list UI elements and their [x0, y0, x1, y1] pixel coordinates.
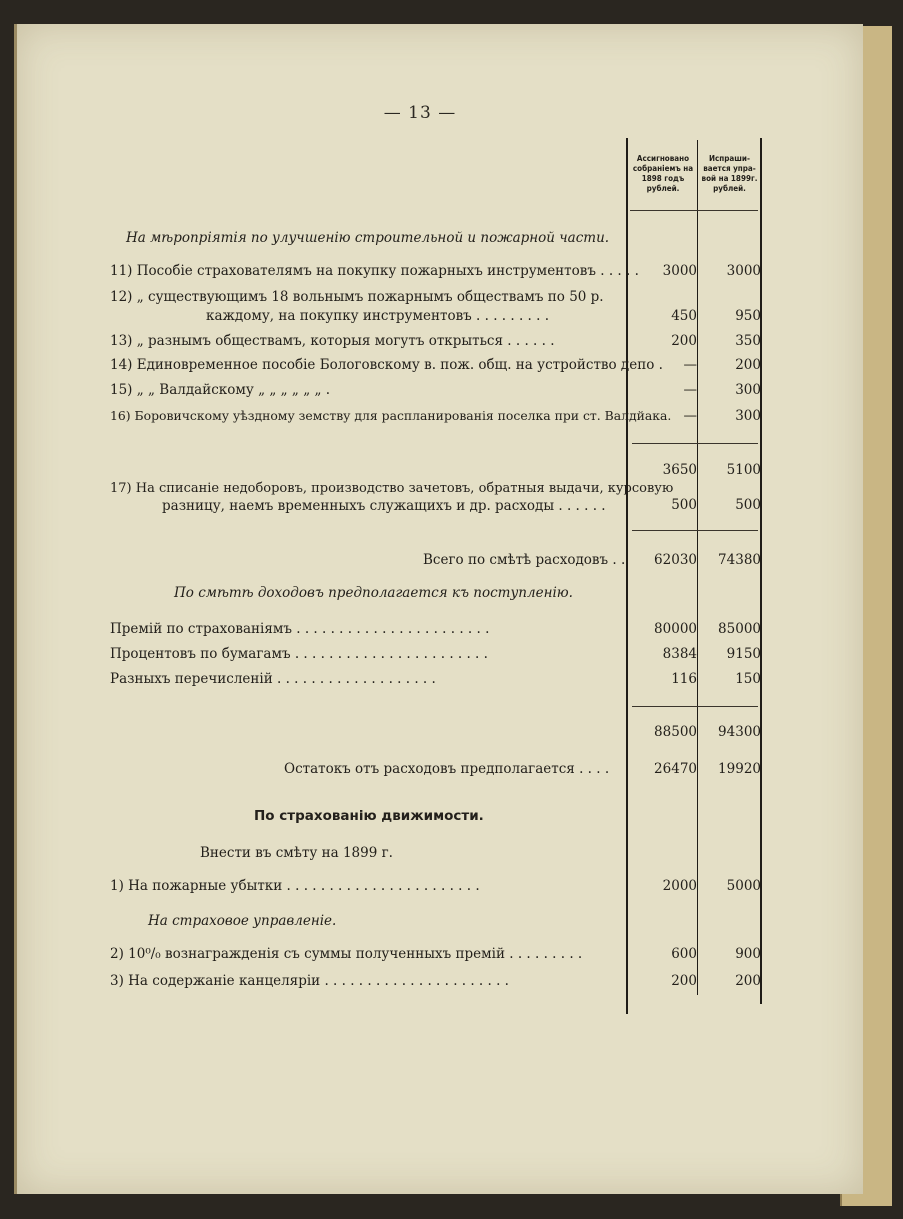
income-premiums-text: Премій по страхованіямъ . . . . . . . . . . . . . . . . . . . . . . . [110, 621, 490, 637]
income-transfers-v2: 150 [735, 671, 761, 687]
row-16-text: 16) Боровичскому уѣздному земству для распланированія поселка при ст. Валдйака. [110, 408, 672, 423]
movables-office-v2: 200 [735, 973, 761, 989]
row-15-v2: 300 [735, 382, 761, 398]
row-12-text-line2: каждому, на покупку инструментовъ . . . . . . . . . [206, 308, 550, 324]
row-17-v1: 500 [671, 497, 697, 513]
row-17-v2: 500 [735, 497, 761, 513]
row-16-v2: 300 [735, 408, 761, 424]
row-11-v1: 3000 [662, 263, 697, 279]
row-12-v2: 950 [735, 308, 761, 324]
section3-title: По страхованію движимости. [254, 808, 484, 824]
header-assigned: Ассигновано собраніемъ на 1898 годъ рублей. [632, 154, 694, 193]
row-13-v1: 200 [671, 333, 697, 349]
row-11-text: 11) Пособіе страхователямъ на покупку пожарныхъ инструментовъ . . . . . [110, 263, 639, 279]
movables-office-v1: 200 [671, 973, 697, 989]
subtotal-v2: 5100 [726, 462, 761, 478]
section3-subhead: На страховое управленіе. [148, 913, 337, 929]
row-14-v1: — [683, 357, 697, 373]
row-14-v2: 200 [735, 357, 761, 373]
income-transfers-text: Разныхъ перечисленій . . . . . . . . . . . . . . . . . . . [110, 671, 436, 687]
document-page [14, 24, 863, 1194]
expenses-total-v1: 62030 [654, 552, 697, 568]
section3-subtitle: Внести въ смѣту на 1899 г. [200, 845, 393, 861]
row-13-v2: 350 [735, 333, 761, 349]
movables-losses-v2: 5000 [726, 878, 761, 894]
income-total-v2: 94300 [718, 724, 761, 740]
section2-title: По смѣтѣ доходовъ предполагается къ поступленію. [174, 585, 573, 601]
total-rule-1 [632, 530, 758, 531]
expenses-total-v2: 74380 [718, 552, 761, 568]
movables-reward-text: 2) 10⁰/₀ вознагражденія съ суммы полученныхъ премій . . . . . . . . . [110, 946, 583, 962]
row-14-text: 14) Единовременное пособіе Бологовскому в. пож. общ. на устройство депо . [110, 357, 663, 373]
remainder-label: Остатокъ отъ расходовъ предполагается . . . . [284, 761, 610, 777]
income-interest-v1: 8384 [662, 646, 697, 662]
remainder-v1: 26470 [654, 761, 697, 777]
movables-losses-v1: 2000 [662, 878, 697, 894]
movables-reward-v2: 900 [735, 946, 761, 962]
remainder-v2: 19920 [718, 761, 761, 777]
row-13-text: 13) „ разнымъ обществамъ, которыя могутъ открыться . . . . . . [110, 333, 555, 349]
row-16-v1: — [683, 408, 697, 424]
table-column-divider [697, 140, 698, 995]
income-premiums-v1: 80000 [654, 621, 697, 637]
header-requested: Испраши- вается упра- вой на 1899г. рублей. [701, 154, 758, 193]
movables-reward-v1: 600 [671, 946, 697, 962]
row-15-text: 15) „ „ Валдайскому „ „ „ „ „ „ . [110, 382, 331, 398]
row-12-text-line1: 12) „ существующимъ 18 вольнымъ пожарнымъ обществамъ по 50 р. [110, 289, 604, 305]
section1-title: На мѣропріятія по улучшенію строительной и пожарной части. [126, 230, 610, 246]
income-premiums-v2: 85000 [718, 621, 761, 637]
row-12-v1: 450 [671, 308, 697, 324]
income-interest-text: Процентовъ по бумагамъ . . . . . . . . . . . . . . . . . . . . . . . [110, 646, 488, 662]
row-11-v2: 3000 [726, 263, 761, 279]
income-interest-v2: 9150 [726, 646, 761, 662]
income-total-v1: 88500 [654, 724, 697, 740]
row-15-v1: — [683, 382, 697, 398]
page-number: — 13 — [383, 103, 457, 123]
subtotal-v1: 3650 [662, 462, 697, 478]
expenses-total-label: Всего по смѣтѣ расходовъ . . [423, 552, 626, 568]
header-rule [630, 210, 758, 211]
movables-losses-text: 1) На пожарные убытки . . . . . . . . . . . . . . . . . . . . . . . [110, 878, 480, 894]
row-17-text-line1: 17) На списаніе недоборовъ, производство зачетовъ, обратныя выдачи, курсовую [110, 481, 674, 496]
total-rule-2 [632, 706, 758, 707]
movables-office-text: 3) На содержаніе канцеляріи . . . . . . . . . . . . . . . . . . . . . . [110, 973, 509, 989]
income-transfers-v1: 116 [671, 671, 697, 687]
row-17-text-line2: разницу, наемъ временныхъ служащихъ и др. расходы . . . . . . [162, 498, 606, 514]
subtotal-rule [632, 443, 758, 444]
